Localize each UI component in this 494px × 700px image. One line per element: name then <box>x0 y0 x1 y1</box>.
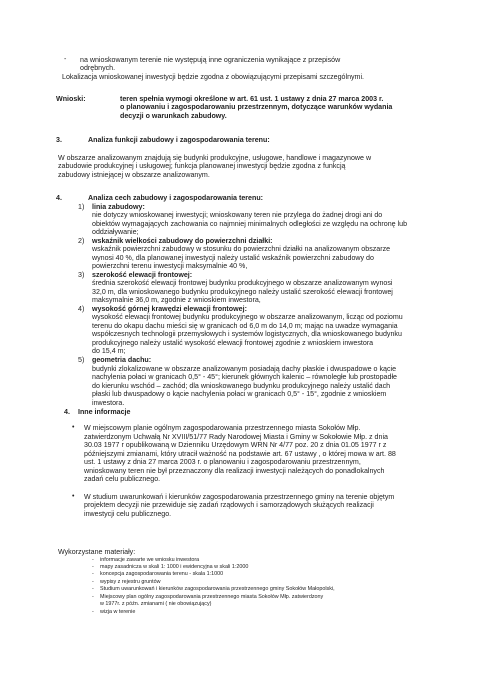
item-title: wysokość górnej krawędzi elewacji frontowej: <box>92 305 247 313</box>
text-line: budynki zlokalizowane w obszarze analizowanym posiadają dachy płaskie i dwuspadowe o kącie <box>92 365 397 373</box>
text-line: średnia szerokość elewacji frontowej budynku produkcyjnego w obszarze analizowanym wynosi <box>92 279 393 287</box>
section-title: Inne informacje <box>78 408 131 416</box>
conclusions-line: teren spełnia wymogi określone w art. 61 ust. 1 ustawy z dnia 27 marca 2003 r. <box>120 95 384 103</box>
text-line: zatwierdzonym Uchwałą Nr XVIII/51/77 Rady Narodowej Miasta i Gminy w Sokołowie Młp. z dnia <box>84 433 388 441</box>
text-line: do kierunku wschód – zachód; dla wnioskowanego budynku produkcyjnego należy ustalić dach <box>92 382 391 390</box>
materials-item: wizja w terenie <box>100 609 136 615</box>
item-number: 3) <box>78 271 85 279</box>
materials-item: wypisy z rejestru gruntów <box>100 579 161 585</box>
conclusions-line: o planowaniu i zagospodarowaniu przestrzennym, dotyczące warunków wydania <box>120 103 393 111</box>
text-line: Lokalizacja wnioskowanej inwestycji będzie zgodna z obowiązującymi przepisami szczególnymi. <box>62 73 365 81</box>
list-dash: - <box>92 571 94 577</box>
section-number: 4. <box>64 408 70 416</box>
text-line: nie dotyczy wnioskowanej inwestycji; wnioskowany teren nie przylega do żadnej drogi ani do <box>92 211 383 219</box>
item-title: szerokość elewacji frontowej: <box>92 271 193 279</box>
text-line: współczesnych technologii przemysłowych i systemów logistycznych, dla wnioskowanego budynku <box>92 330 402 338</box>
dash-bullet: - <box>64 56 67 63</box>
text-line: odrębnych. <box>80 64 116 72</box>
list-dash: - <box>92 579 94 585</box>
text-line: zadań celu publicznego. <box>84 475 161 483</box>
text-line: późniejszymi zmianami, który utracił ważność na podstawie art. 67 ustawy , o której mowa w art. 88 <box>84 450 396 458</box>
bullet: • <box>72 493 75 500</box>
text-line: projektem decyzji nie przewiduje się zadań rządowych i samorządowych służących realizacji <box>84 501 374 509</box>
text-line: oddziaływanie; <box>92 228 139 236</box>
materials-item: Miejscowy plan ogólny zagospodarowania przestrzennego miasta Sokołów Młp. zatwierdzony <box>100 594 324 600</box>
list-dash: - <box>92 594 94 600</box>
materials-item: w 1977r. z późn. zmianami ( nie obowiązujący) <box>100 601 212 607</box>
bullet: • <box>72 424 75 431</box>
text-line: maksymalnie 36,0 m, zgodnie z wnioskiem inwestora, <box>92 296 261 304</box>
materials-item: koncepcja zagospodarowania terenu - skala 1:1000 <box>100 571 224 577</box>
text-line: płaski lub dwuspadowy o kącie nachylenia połaci w granicach 0,5° - 15°, zgodnie z wnioskiem <box>92 390 387 398</box>
materials-item: mapy zasadnicza w skali 1: 1000 i ewidencyjna w skali 1:2000 <box>100 564 249 570</box>
text-line: wynosi 40 %, dla planowanej inwestycji należy ustalić wskaźnik powierzchni zabudowy do <box>92 254 374 262</box>
item-number: 4) <box>78 305 85 313</box>
text-line: do 15,4 m; <box>92 347 126 355</box>
list-dash: - <box>92 564 94 570</box>
item-title: wskaźnik wielkości zabudowy do powierzchni działki: <box>92 237 273 245</box>
item-number: 1) <box>78 203 85 211</box>
text-line: powierzchni terenu inwestycji maksymalnie 40 %, <box>92 262 248 270</box>
text-line: 32,0 m, dla wnioskowanego budynku produkcyjnego należy ustalić szerokość elewacji frontowej <box>92 288 393 296</box>
text-line: wnioskowany teren nie był przeznaczony dla realizacji inwestycji należących do ponadlokalnych <box>84 467 385 475</box>
text-line: wysokość elewacji frontowej budynku produkcyjnego w obszarze analizowanym, licząc od poziomu <box>92 313 403 321</box>
item-number: 2) <box>78 237 85 245</box>
text-line: zabudowy istniejącej w obszarze analizowanym. <box>58 171 210 179</box>
list-dash: - <box>92 557 94 563</box>
text-line: 30.03 1977 r opublikowaną w Dzienniku Urzędowym WRN Nr 4/77 poz. 20 z dnia 01.05 1977 r z <box>84 441 387 449</box>
conclusions-label: Wnioski: <box>56 95 86 103</box>
text-line: nachylenia połaci w granicach 0,5° - 45°; kierunek głównych kalenic – równoległe lub prostopadłe <box>92 373 397 381</box>
materials-item: Studium uwarunkowań i kierunków zagospodarowania przestrzennego gminy Sokołów Małopolski, <box>100 586 335 592</box>
item-number: 5) <box>78 356 85 364</box>
text-line: ust. 1 ustawy z dnia 27 marca 2003 r. o planowaniu i zagospodarowaniu przestrzennym, <box>84 458 361 466</box>
item-title: linia zabudowy: <box>92 203 145 211</box>
text-line: inwestycji celu publicznego. <box>84 510 172 518</box>
text-line: zabudowie produkcyjnej i usługowej; funkcja planowanej inwestycji będzie zgodna z funkcją <box>58 162 346 170</box>
list-dash: - <box>92 586 94 592</box>
text-line: wskaźnik powierzchni zabudowy w stosunku do powierzchni działki na analizowanym obszarze <box>92 245 391 253</box>
text-line: terenu do okapu dachu mieści się w granicach od 6,0 m do 14,0 m; mając na uwadze wymagania <box>92 322 398 330</box>
materials-title: Wykorzystane materiały: <box>58 548 136 556</box>
text-line: W miejscowym planie ogólnym zagospodarowania przestrzennego miasta Sokołów Młp. <box>84 424 361 432</box>
text-line: inwestora. <box>92 399 125 407</box>
section-number: 4. <box>56 194 62 202</box>
text-line: produkcyjnego należy ustalić wysokość elewacji frontowej zgodnie z wnioskiem inwestora <box>92 339 374 347</box>
item-title: geometria dachu: <box>92 356 152 364</box>
text-line: W studium uwarunkowań i kierunków zagospodarowania przestrzennego gminy na terenie objętym <box>84 493 395 501</box>
text-line: na wnioskowanym terenie nie występują inne ograniczenia wynikające z przepisów <box>80 56 341 64</box>
conclusions-line: decyzji o warunkach zabudowy. <box>120 112 227 120</box>
section-title: Analiza funkcji zabudowy i zagospodarowania terenu: <box>88 136 270 144</box>
section-number: 3. <box>56 136 62 144</box>
text-line: W obszarze analizowanym znajdują się budynki produkcyjne, usługowe, handlowe i magazynowe w <box>58 154 372 162</box>
text-line: obiektów wymagających zachowania co najmniej minimalnych odległości ze względu na ochronę lub <box>92 220 408 228</box>
section-title: Analiza cech zabudowy i zagospodarowania terenu: <box>88 194 264 202</box>
list-dash: - <box>92 609 94 615</box>
materials-item: informacje zawarte we wniosku inwestora <box>100 557 200 563</box>
